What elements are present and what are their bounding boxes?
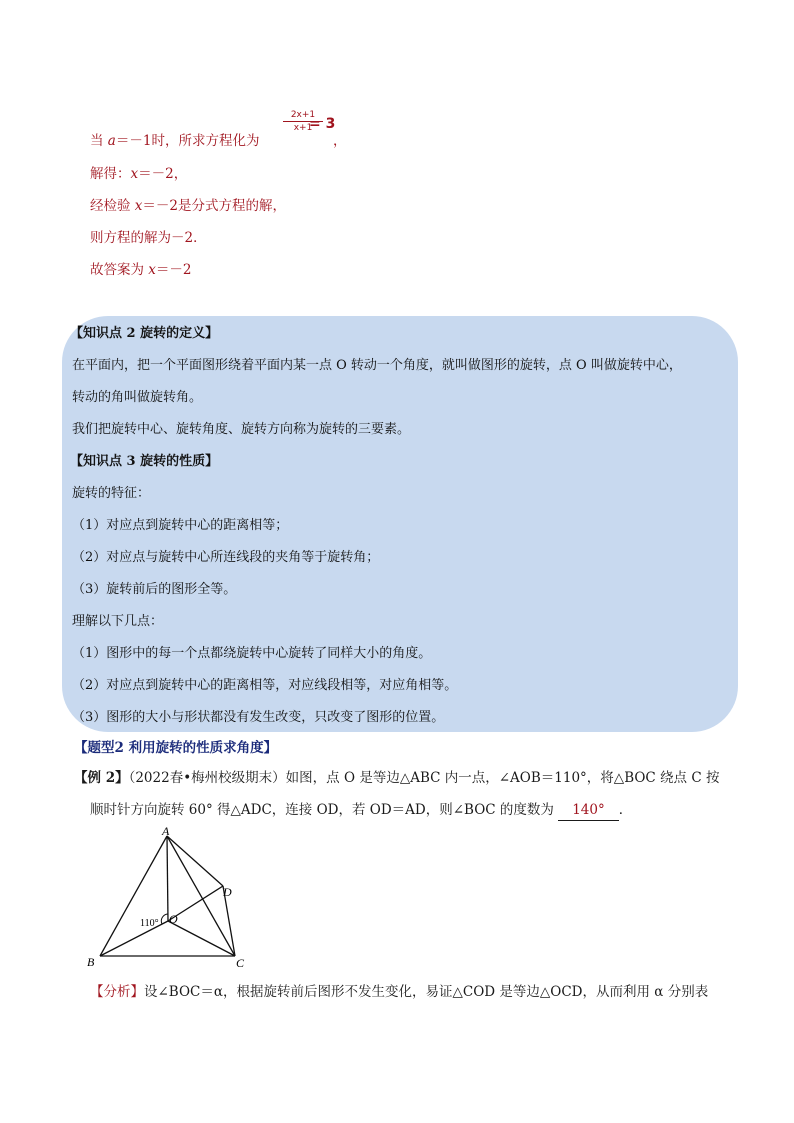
label-o: O xyxy=(169,912,178,926)
text: 当 xyxy=(90,133,108,149)
label-a: A xyxy=(162,826,170,838)
analysis-text: 设∠BOC＝α，根据旋转前后图形不发生变化，易证△COD 是等边△OCD，从而利用 α 分别表 xyxy=(144,984,709,1000)
solution-line-3 xyxy=(90,196,286,216)
kp3-point-3: （3）图形的大小与形状都没有发生改变，只改变了图形的位置。 xyxy=(72,710,445,725)
var-x: x xyxy=(148,262,156,278)
segment-ao xyxy=(167,836,168,921)
kp3-item-3: （3）旋转前后的图形全等。 xyxy=(72,582,237,597)
text: ＝－2， xyxy=(138,166,188,182)
text: ＝－2 xyxy=(155,262,192,278)
example-source: （2022春•梅州校级期末） xyxy=(128,770,286,786)
var-a: a xyxy=(107,133,116,149)
kp3-point-2: （2）对应点到旋转中心的距离相等，对应线段相等，对应角相等。 xyxy=(72,678,458,693)
kp3-item-2: （2）对应点与旋转中心所连线段的夹角等于旋转角； xyxy=(72,550,380,565)
kp3-title: 【知识点 3 旋转的性质】 xyxy=(70,454,219,469)
example-text: 顺时针方向旋转 60° 得△ADC，连接 OD，若 OD＝AD，则∠BOC 的度数为 xyxy=(90,802,554,818)
analysis-line xyxy=(90,982,708,1002)
fraction-equals: = 3 xyxy=(309,116,336,132)
solution-line-4: 则方程的解为－2． xyxy=(90,230,207,246)
triangle-figure xyxy=(82,826,282,976)
solution-line-1 xyxy=(90,131,259,151)
var-x: x xyxy=(130,166,139,182)
example-text: 如图，点 O 是等边△ABC 内一点，∠AOB＝110°，将△BOC 绕点 C 按 xyxy=(285,770,720,786)
segment-ad xyxy=(167,836,223,886)
example-label: 【例 2】 xyxy=(74,770,129,786)
angle-label: 110° xyxy=(140,918,159,929)
solution-line-5 xyxy=(90,260,192,280)
solution-line-2 xyxy=(90,164,187,184)
text: 解得： xyxy=(90,166,131,182)
kp2-paragraph-1: 在平面内，把一个平面图形绕着平面内某一点 O 转动一个角度，就叫做图形的旋转，点 O 叫做旋转中心， xyxy=(72,358,682,373)
solution-line-1-end: ， xyxy=(333,133,347,149)
kp2-title: 【知识点 2 旋转的定义】 xyxy=(70,326,219,341)
segment-ab xyxy=(100,836,167,956)
label-c: C xyxy=(236,956,245,970)
analysis-label: 【分析】 xyxy=(90,984,144,1000)
label-b: B xyxy=(87,955,95,969)
kp2-paragraph-3: 我们把旋转中心、旋转角度、旋转方向称为旋转的三要素。 xyxy=(72,422,411,437)
text: 经检验 xyxy=(90,198,135,214)
kp3-item-1: （1）对应点到旋转中心的距离相等； xyxy=(72,518,289,533)
fraction-denominator: x+1 xyxy=(293,123,313,133)
kp2-paragraph-2: 转动的角叫做旋转角。 xyxy=(72,390,203,405)
text: ＝－2是分式方程的解， xyxy=(142,198,287,214)
text: 故答案为 xyxy=(90,262,149,278)
text: ． xyxy=(618,802,633,818)
kp3-paragraph-2: 理解以下几点： xyxy=(72,614,164,629)
kp3-paragraph-1: 旋转的特征： xyxy=(72,486,151,501)
example-line-1 xyxy=(74,768,719,788)
label-d: D xyxy=(223,885,232,899)
text: ＝－1时，所求方程化为 xyxy=(115,133,260,149)
example-line-2 xyxy=(90,800,632,821)
kp3-point-1: （1）图形中的每一个点都绕旋转中心旋转了同样大小的角度。 xyxy=(72,646,432,661)
topic-title: 【题型2 利用旋转的性质求角度】 xyxy=(74,740,278,756)
fraction-numerator: 2x+1 xyxy=(283,110,323,122)
var-x: x xyxy=(134,198,143,214)
answer-blank: 140° xyxy=(558,800,619,821)
